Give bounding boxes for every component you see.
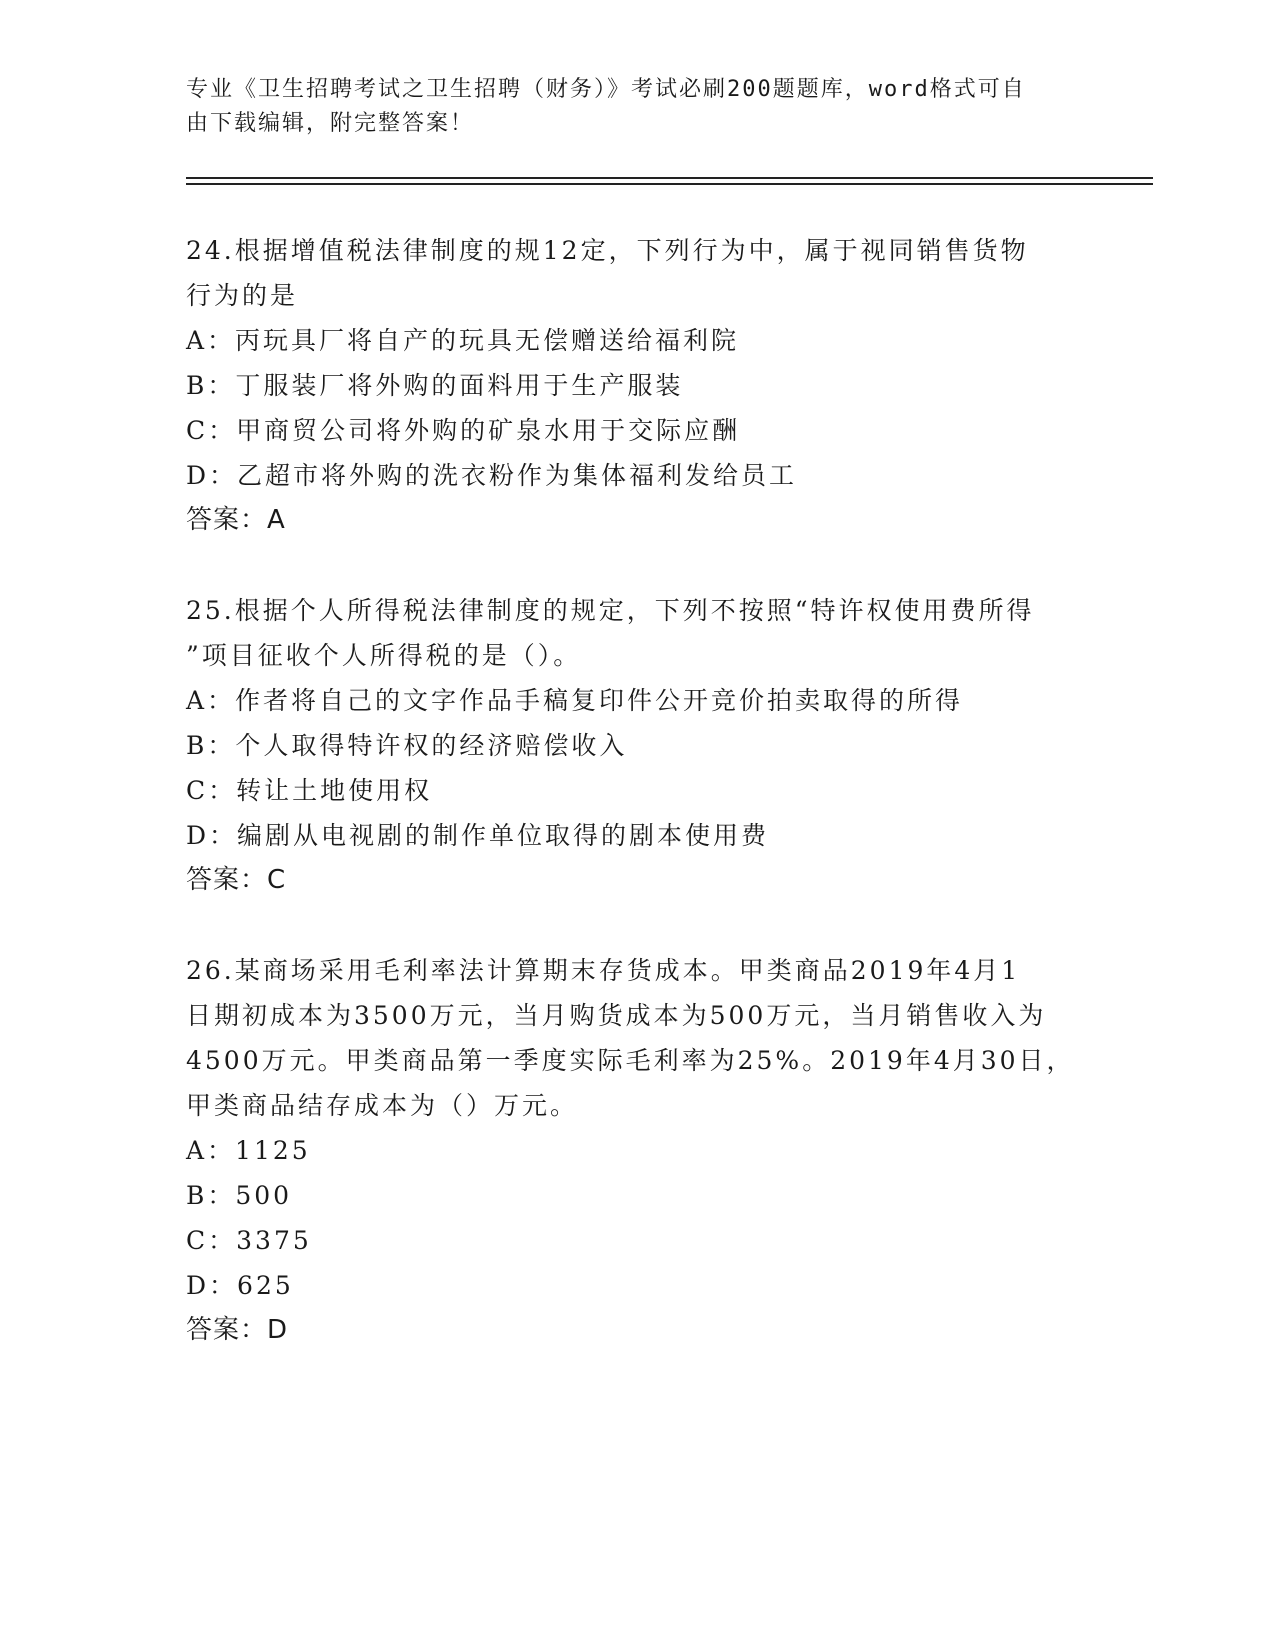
option-c: C：甲商贸公司将外购的矿泉水用于交际应酬 [186,416,741,445]
question-text-line: 行为的是 [186,281,299,310]
header-line-2: 由下载编辑，附完整答案！ [186,111,475,136]
option-b: B：500 [186,1181,293,1210]
answer-label: 答案： [186,505,268,535]
answer [186,858,1086,903]
header-divider-top [186,177,1153,179]
answer-value: C [267,865,286,895]
answer [186,1308,1086,1353]
question-24 [186,228,1086,543]
question-text-line: 甲类商品结存成本为（）万元。 [186,1091,579,1120]
question-25 [186,588,1086,903]
option-a: A：作者将自己的文字作品手稿复印件公开竞价拍卖取得的所得 [186,686,964,715]
header-line-1: 专业《卫生招聘考试之卫生招聘（财务）》考试必刷200题题库，word格式可自 [186,77,1026,102]
option-d: D：乙超市将外购的洗衣粉作为集体福利发给员工 [186,461,798,490]
answer-label: 答案： [186,1315,268,1345]
question-text-line: 4500万元。甲类商品第一季度实际毛利率为25%。2019年4月30日， [186,1046,1075,1075]
option-c: C：转让土地使用权 [186,776,433,805]
question-text-line: 26.某商场采用毛利率法计算期末存货成本。甲类商品2019年4月1 [186,956,1021,985]
header-divider-bottom [186,183,1153,185]
answer [186,498,1086,543]
question-text-line: 日期初成本为3500万元，当月购货成本为500万元，当月销售收入为 [186,1001,1047,1030]
option-c: C：3375 [186,1226,312,1255]
option-d: D：625 [186,1271,294,1300]
option-a: A：丙玩具厂将自产的玩具无偿赠送给福利院 [186,326,740,355]
answer-label: 答案： [186,865,268,895]
question-text-line: 25.根据个人所得税法律制度的规定，下列不按照“特许权使用费所得 [186,596,1035,625]
question-text-line: 24.根据增值税法律制度的规12定，下列行为中，属于视同销售货物 [186,236,1029,265]
answer-value: A [267,505,285,535]
question-26 [186,948,1086,1353]
option-a: A：1125 [186,1136,311,1165]
option-d: D：编剧从电视剧的制作单位取得的剧本使用费 [186,821,770,850]
option-b: B：丁服装厂将外购的面料用于生产服装 [186,371,684,400]
option-b: B：个人取得特许权的经济赔偿收入 [186,731,628,760]
question-text-line: ”项目征收个人所得税的是（）。 [186,641,582,670]
answer-value: D [267,1315,288,1345]
